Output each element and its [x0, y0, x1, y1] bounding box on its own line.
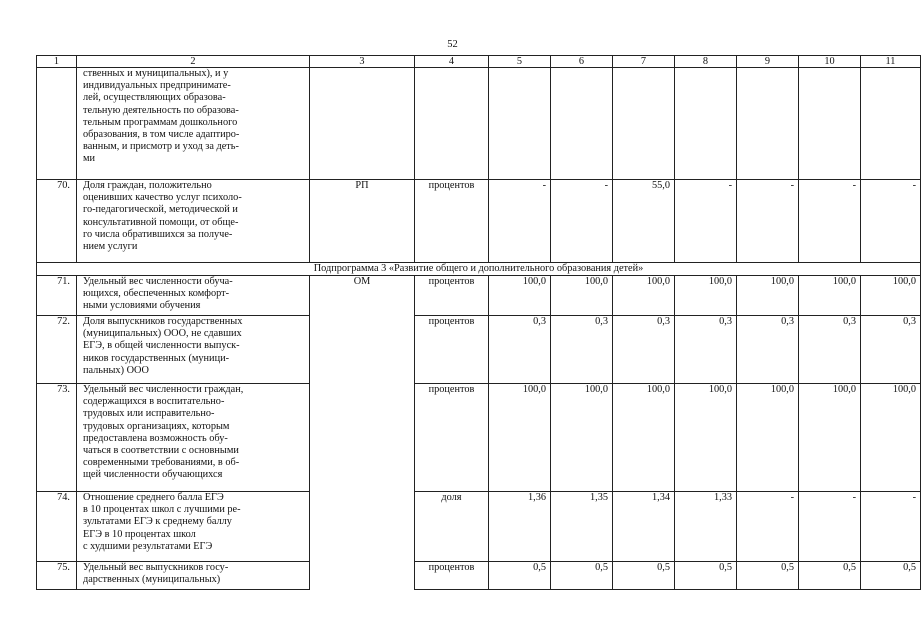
value-cell: 1,33 — [675, 492, 737, 562]
value-cell: 100,0 — [861, 384, 921, 492]
value-cell: 100,0 — [799, 384, 861, 492]
subprogram-title: Подпрограмма 3 «Развитие общего и дополнительного образования детей» — [37, 263, 921, 276]
indicator-name: Удельный вес численности обуча- ющихся, обеспеченных комфорт- ными условиями обучения — [77, 276, 310, 316]
value-cell: - — [861, 180, 921, 263]
row-index: 74. — [37, 492, 77, 562]
unit: процентов — [415, 384, 489, 492]
value-cell: 100,0 — [799, 276, 861, 316]
value-cell: 0,5 — [861, 562, 921, 590]
row-index: 73. — [37, 384, 77, 492]
value-cell: 100,0 — [551, 276, 613, 316]
col-header: 4 — [415, 56, 489, 68]
value-cell: 0,3 — [551, 316, 613, 384]
table-row — [37, 180, 921, 263]
value-cell: 0,5 — [613, 562, 675, 590]
table-row — [37, 384, 921, 492]
unit: процентов — [415, 180, 489, 263]
value-cell: 1,34 — [613, 492, 675, 562]
col-header: 2 — [77, 56, 310, 68]
row-index: 72. — [37, 316, 77, 384]
value-cell: 0,3 — [799, 316, 861, 384]
value-cell: - — [737, 492, 799, 562]
indicator-type: ОМ — [310, 276, 415, 590]
indicator-type: РП — [310, 180, 415, 263]
value-cell: - — [551, 180, 613, 263]
value-cell: 0,5 — [489, 562, 551, 590]
value-cell: 100,0 — [489, 384, 551, 492]
value-cell: 0,3 — [737, 316, 799, 384]
value-cell: 1,35 — [551, 492, 613, 562]
value-cell: 55,0 — [613, 180, 675, 263]
value-cell: - — [675, 180, 737, 263]
value-cell: 0,3 — [675, 316, 737, 384]
value-cell: 100,0 — [737, 276, 799, 316]
page-number: 52 — [447, 39, 458, 50]
value-cell: 100,0 — [675, 384, 737, 492]
table-row — [37, 68, 921, 180]
indicator-name: Удельный вес выпускников госу- дарственных (муниципальных) — [77, 562, 310, 590]
value-cell: 100,0 — [613, 276, 675, 316]
value-cell: - — [799, 492, 861, 562]
value-cell: 100,0 — [675, 276, 737, 316]
indicator-name: Доля граждан, положительно оценивших качество услуг психоло- го-педагогической, методической и консультативной помощи, от обще- го числа обратившихся за получе- нием услуги — [77, 180, 310, 263]
value-cell: 0,3 — [861, 316, 921, 384]
value-cell: 0,5 — [799, 562, 861, 590]
col-header: 3 — [310, 56, 415, 68]
value-cell: 0,3 — [613, 316, 675, 384]
row-index: 70. — [37, 180, 77, 263]
unit: процентов — [415, 316, 489, 384]
row-index: 75. — [37, 562, 77, 590]
value-cell: 0,5 — [737, 562, 799, 590]
value-cell: - — [861, 492, 921, 562]
col-header: 10 — [799, 56, 861, 68]
table-row — [37, 276, 921, 316]
col-header: 7 — [613, 56, 675, 68]
value-cell: 100,0 — [737, 384, 799, 492]
value-cell: 100,0 — [551, 384, 613, 492]
table-row — [37, 492, 921, 562]
value-cell: - — [737, 180, 799, 263]
unit: процентов — [415, 562, 489, 590]
subprogram-row — [37, 263, 921, 276]
unit: процентов — [415, 276, 489, 316]
value-cell: 100,0 — [613, 384, 675, 492]
value-cell: 1,36 — [489, 492, 551, 562]
col-header: 9 — [737, 56, 799, 68]
unit: доля — [415, 492, 489, 562]
indicator-name: Доля выпускников государственных (муниципальных) ООО, не сдавших ЕГЭ, в общей численности выпуск- ников государственных (муници- пальных) ООО — [77, 316, 310, 384]
value-cell: 0,3 — [489, 316, 551, 384]
value-cell: - — [489, 180, 551, 263]
indicator-name: ственных и муниципальных), и у индивидуальных предпринимате- лей, осуществляющих образова- тельную деятельность по образова- тельным программам дошкольного образования, в том числе адаптиро- ванным, и присмотр и уход за деть- ми — [77, 68, 310, 180]
value-cell: 100,0 — [489, 276, 551, 316]
value-cell: 100,0 — [861, 276, 921, 316]
row-index — [37, 68, 77, 180]
col-header: 11 — [861, 56, 921, 68]
column-number-row — [37, 56, 921, 68]
indicator-name: Отношение среднего балла ЕГЭ в 10 процентах школ с лучшими ре- зультатами ЕГЭ к среднему баллу ЕГЭ в 10 процентах школ с худшими результатами ЕГЭ — [77, 492, 310, 562]
row-index: 71. — [37, 276, 77, 316]
col-header: 5 — [489, 56, 551, 68]
value-cell: 0,5 — [675, 562, 737, 590]
indicator-name: Удельный вес численности граждан, содержащихся в воспитательно- трудовых или исправительно- трудовых организациях, которым предоставлена возможность обу- чаться в соответствии с основными современными требованиями, в об- щей численности обучающихся — [77, 384, 310, 492]
col-header: 1 — [37, 56, 77, 68]
value-cell: - — [799, 180, 861, 263]
col-header: 8 — [675, 56, 737, 68]
table-row — [37, 316, 921, 384]
indicators-table — [36, 55, 921, 590]
value-cell: 0,5 — [551, 562, 613, 590]
table-row — [37, 562, 921, 590]
col-header: 6 — [551, 56, 613, 68]
